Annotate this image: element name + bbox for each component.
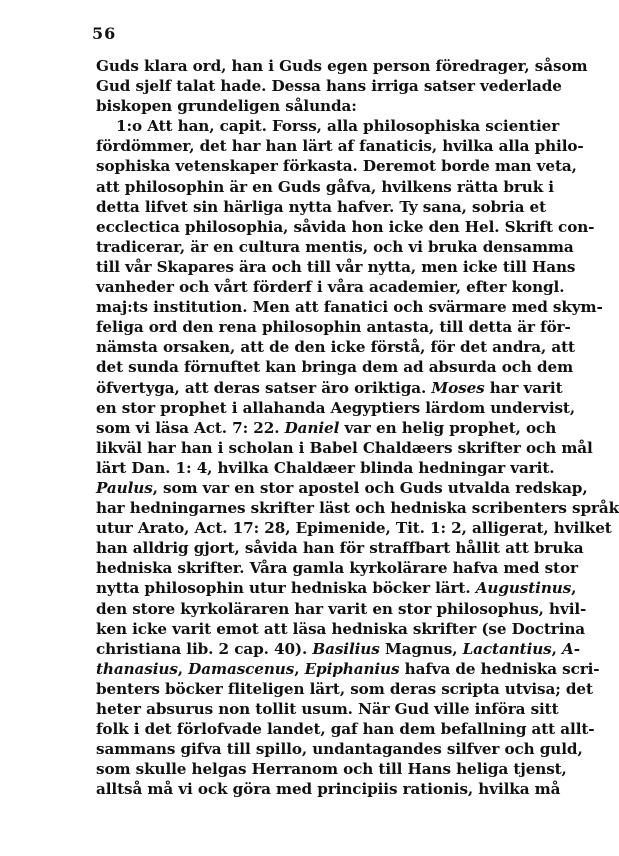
text-line xyxy=(96,739,583,759)
text-line xyxy=(96,578,577,598)
text-segment: , xyxy=(294,659,305,678)
text-line xyxy=(96,297,603,317)
text-segment: utur Arato, Act. 17: 28, Epimenide, Tit. 1: 2, alligerat, hvilket xyxy=(96,519,612,538)
text-segment: 1:o Att han, capit. Forss, alla philosophiska scientier xyxy=(116,117,560,136)
text-segment: tradicerar, är en cultura mentis, och vi bruka densamma xyxy=(96,237,574,256)
text-segment: nämsta orsaken, att de den icke förstå, för det andra, att xyxy=(96,338,575,357)
text-line xyxy=(96,659,600,679)
text-segment: sophiska vetenskaper förkasta. Deremot borde man veta, xyxy=(96,157,577,176)
text-segment: biskopen grundeligen sålunda: xyxy=(96,97,357,116)
text-line xyxy=(96,116,560,136)
text-line xyxy=(96,56,588,76)
italic-name: thanasius xyxy=(96,659,178,678)
text-segment: , xyxy=(551,639,563,658)
text-segment: sammans gifva till spillo, undantagandes silfver och guld, xyxy=(96,740,583,759)
text-line xyxy=(96,197,547,217)
text-line xyxy=(96,759,567,779)
text-segment: Gud sjelf talat hade. Dessa hans irriga satser vederlade xyxy=(96,77,562,96)
text-segment: lärt Dan. 1: 4, hvilka Chaldæer blinda hedningar varit. xyxy=(96,458,555,477)
text-segment: det sunda förnuftet kan bringa dem ad absurda och dem xyxy=(96,358,574,377)
text-segment: hafva de hedniska scri- xyxy=(399,659,600,678)
text-segment: som skulle helgas Herranom och till Hans heliga tjenst, xyxy=(96,760,567,779)
text-line xyxy=(96,719,595,739)
italic-name: Augustinus xyxy=(475,579,572,598)
text-line xyxy=(96,378,563,398)
text-segment: har hedningarnes skrifter läst och hedniska scribenters språk xyxy=(96,499,619,518)
text-line xyxy=(96,257,576,277)
italic-name: Daniel xyxy=(284,418,340,437)
text-line xyxy=(96,418,557,438)
text-segment: fördömmer, det har han lärt af fanaticis, hvilka alla philo- xyxy=(96,137,584,156)
text-segment: som vi läsa Act. 7: 22. xyxy=(96,418,285,437)
text-line xyxy=(96,277,565,297)
text-segment: nytta philosophin utur hedniska böcker lärt. xyxy=(96,579,476,598)
text-line xyxy=(96,237,574,257)
text-segment: christiana lib. 2 cap. 40). xyxy=(96,639,313,658)
text-segment: , som var en stor apostel och Guds utvalda redskap, xyxy=(152,478,588,497)
text-line xyxy=(96,599,587,619)
text-line xyxy=(96,136,584,156)
text-segment: Magnus, xyxy=(379,639,463,658)
text-line xyxy=(96,156,577,176)
text-segment: hedniska skrifter. Våra gamla kyrkolärare hafva med stor xyxy=(96,559,578,578)
text-segment: , xyxy=(177,659,189,678)
text-line xyxy=(96,498,619,518)
page-number: 56 xyxy=(92,24,117,43)
text-line xyxy=(96,639,580,659)
text-segment: vanheder och vårt förderf i våra academier, efter kongl. xyxy=(96,278,565,297)
text-segment: Guds klara ord, han i Guds egen person föredrager, såsom xyxy=(96,57,588,75)
text-line xyxy=(96,538,584,558)
text-line xyxy=(96,96,522,116)
text-segment: benters böcker fliteligen lärt, som deras scripta utvisa; det xyxy=(96,679,593,698)
text-line xyxy=(96,317,571,337)
text-line xyxy=(96,458,555,478)
italic-name: A- xyxy=(562,639,580,658)
text-line xyxy=(96,217,595,237)
text-segment: har varit xyxy=(484,378,563,397)
italic-name: Damascenus xyxy=(188,659,295,678)
text-line xyxy=(96,398,576,418)
text-segment: folk i det förlofvade landet, gaf han dem befallning att allt- xyxy=(96,720,595,739)
text-segment: feliga ord den rena philosophin antasta, till detta är för- xyxy=(96,318,571,337)
text-line xyxy=(96,699,559,719)
text-line xyxy=(96,679,593,699)
text-segment: heter absurus non tollit usum. När Gud ville införa sitt xyxy=(96,700,559,718)
text-segment: likväl har han i scholan i Babel Chaldæers skrifter och mål xyxy=(96,438,593,457)
italic-name: Moses xyxy=(431,378,485,397)
text-line xyxy=(96,478,588,498)
text-segment: maj:ts institution. Men att fanatici och svärmare med skym- xyxy=(96,298,603,317)
text-line xyxy=(96,619,586,639)
text-segment: , xyxy=(571,579,577,598)
text-segment: en stor prophet i allahanda Aegyptiers lärdom undervist, xyxy=(96,398,576,417)
text-line xyxy=(96,337,575,357)
text-line xyxy=(96,558,578,578)
text-segment: att philosophin är en Guds gåfva, hvilkens rätta bruk i xyxy=(96,177,554,196)
text-segment: ken icke varit emot att läsa hedniska skrifter (se Doctrina xyxy=(96,619,586,638)
text-segment: öfvertyga, att deras satser äro oriktiga. xyxy=(96,378,432,397)
italic-name: Basilius xyxy=(312,639,380,658)
text-segment: alltså må vi ock göra med principiis rationis, hvilka må xyxy=(96,780,561,799)
text-line xyxy=(96,76,562,96)
text-line xyxy=(96,518,612,538)
text-line xyxy=(96,177,554,197)
text-segment: till vår Skapares ära och till vår nytta, men icke till Hans xyxy=(96,257,576,276)
text-segment: detta lifvet sin härliga nytta hafver. Ty sana, sobria et xyxy=(96,197,547,216)
italic-name: Lactantius xyxy=(462,639,552,658)
text-segment: den store kyrkoläraren har varit en stor philosophus, hvil- xyxy=(96,599,587,618)
text-segment: han alldrig gjort, såvida han för straffbart hållit att bruka xyxy=(96,539,584,558)
text-line xyxy=(96,438,593,458)
italic-name: Epiphanius xyxy=(304,659,400,678)
text-segment: var en helig prophet, och xyxy=(339,418,557,437)
text-line xyxy=(96,357,574,377)
italic-name: Paulus xyxy=(96,478,153,497)
body-text xyxy=(96,56,619,799)
text-segment: ecclectica philosophia, såvida hon icke den Hel. Skrift con- xyxy=(96,217,595,236)
text-line xyxy=(96,779,561,799)
